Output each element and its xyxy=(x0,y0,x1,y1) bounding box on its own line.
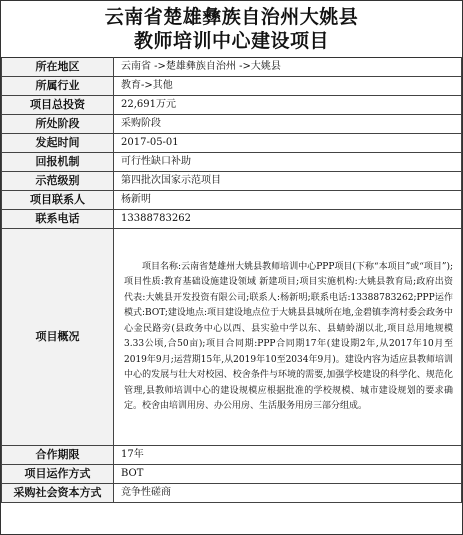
row-total-investment xyxy=(2,96,462,115)
value-stage: 采购阶段 xyxy=(114,115,462,134)
row-start-date xyxy=(2,134,462,153)
value-return-mechanism: 可行性缺口补助 xyxy=(114,153,462,172)
label-overview: 项目概况 xyxy=(2,229,114,446)
value-start-date: 2017-05-01 xyxy=(114,134,462,153)
value-overview: 项目名称:云南省楚雄州大姚县教师培训中心PPP项目(下称“本项目”或“项目”);项目性质:教育基础设施建设领域 新建项目;项目实施机构:大姚县教育局;政府出资代表:大姚县开发投资有限公司;联系人:杨新明;联系电话:13388783262;PPP运作模式:BOT;建设地点:项目建设地点位于大姚县县城所在地,金碧镇李湾村委会政务中心金民路旁(县政务中心以西、县实验中学以东、县蜻蛉湖以北,项目总用地规模3.33公顷,合50亩);项目合同期:PPP合同期17年(建设期2年,从2017年10月至2019年9月;运营期15年,从2019年10至2034年9月)。建设内容为适应县教师培训中心的发展与壮大对校园、校舍条件与环境的需要,加强学校建设的科学化、规范化管理,县教师培训中心的建设规模应根据批准的学校规模、城市建设规划的要求确定。校舍由培训用房、办公用房、生活服务用房三部分组成。 xyxy=(114,229,462,446)
value-demo-level: 第四批次国家示范项目 xyxy=(114,172,462,191)
value-industry: 教育->其他 xyxy=(114,77,462,96)
label-contact-person: 项目联系人 xyxy=(2,191,114,210)
row-contact-phone xyxy=(2,210,462,229)
label-start-date: 发起时间 xyxy=(2,134,114,153)
row-industry xyxy=(2,77,462,96)
row-cooperation-period xyxy=(2,446,462,465)
label-procurement-method: 采购社会资本方式 xyxy=(2,484,114,503)
value-procurement-method: 竞争性磋商 xyxy=(114,484,462,503)
value-cooperation-period: 17年 xyxy=(114,446,462,465)
row-contact-person xyxy=(2,191,462,210)
row-operation-mode xyxy=(2,465,462,484)
row-stage xyxy=(2,115,462,134)
value-region: 云南省 ->楚雄彝族自治州 ->大姚县 xyxy=(114,58,462,77)
row-overview xyxy=(2,229,462,446)
row-return-mechanism xyxy=(2,153,462,172)
label-return-mechanism: 回报机制 xyxy=(2,153,114,172)
label-total-investment: 项目总投资 xyxy=(2,96,114,115)
label-cooperation-period: 合作期限 xyxy=(2,446,114,465)
value-total-investment: 22,691万元 xyxy=(114,96,462,115)
title-line-1: 云南省楚雄彝族自治州大姚县 xyxy=(104,6,359,28)
title-line-2: 教师培训中心建设项目 xyxy=(133,30,329,52)
label-contact-phone: 联系电话 xyxy=(2,210,114,229)
value-contact-person: 杨新明 xyxy=(114,191,462,210)
row-region xyxy=(2,58,462,77)
label-stage: 所处阶段 xyxy=(2,115,114,134)
label-region: 所在地区 xyxy=(2,58,114,77)
row-demo-level xyxy=(2,172,462,191)
value-operation-mode: BOT xyxy=(114,465,462,484)
label-operation-mode: 项目运作方式 xyxy=(2,465,114,484)
value-contact-phone: 13388783262 xyxy=(114,210,462,229)
label-demo-level: 示范级别 xyxy=(2,172,114,191)
info-table xyxy=(1,57,462,503)
page-title xyxy=(1,1,462,57)
label-industry: 所属行业 xyxy=(2,77,114,96)
row-procurement-method xyxy=(2,484,462,503)
